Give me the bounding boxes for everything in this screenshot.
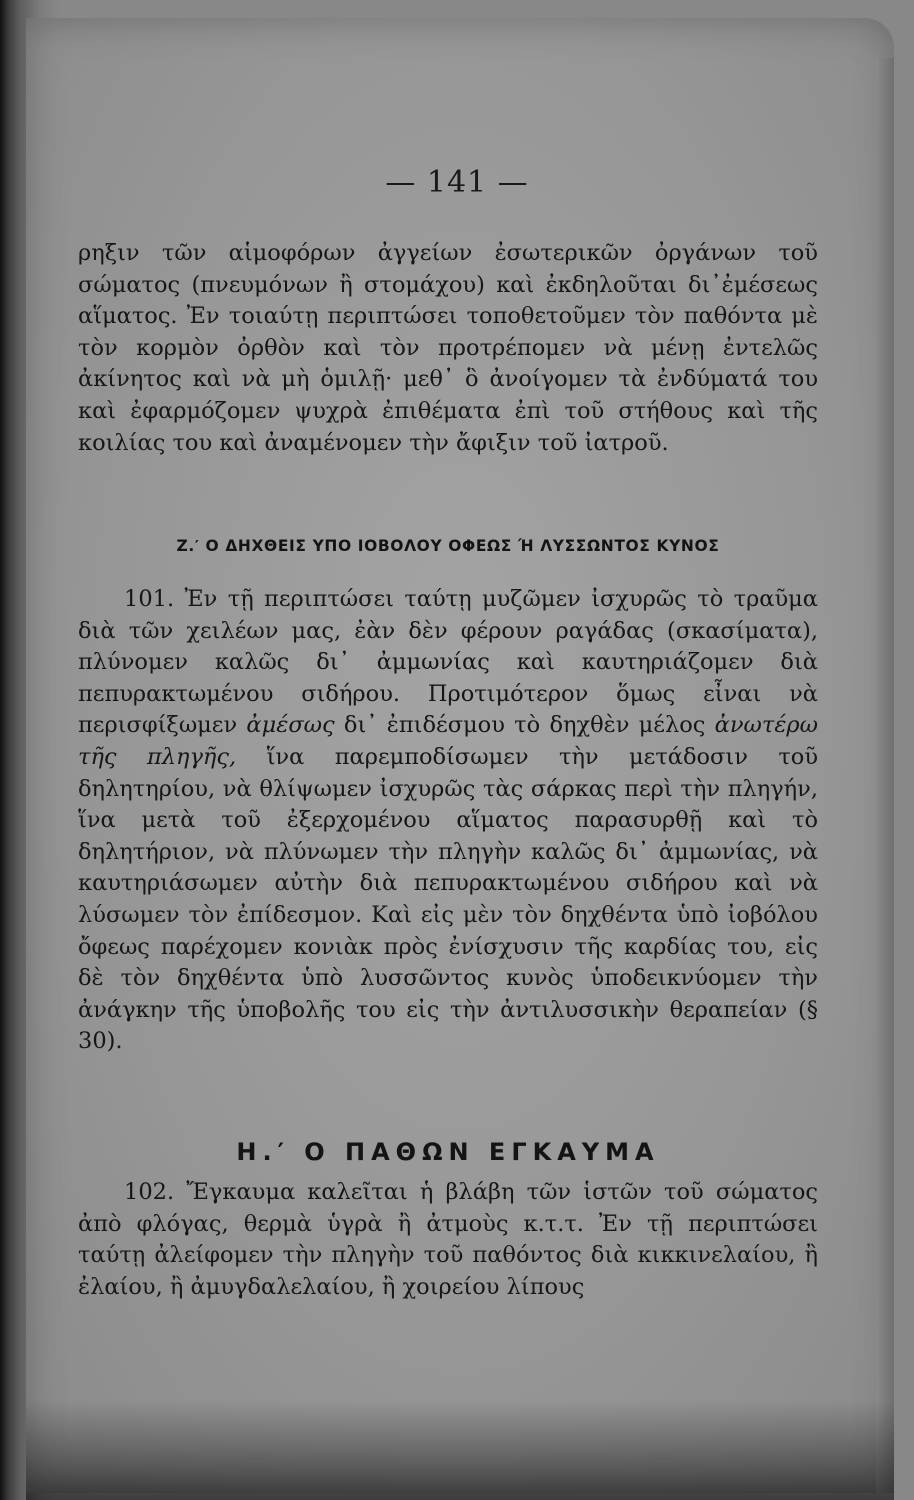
paragraph-102: 102. Ἔγκαυμα καλεῖται ἡ βλάβη τῶν ἱστῶν τοῦ σώματος ἀπὸ φλόγας, θερμὰ ὑγρὰ ἢ ἀτμοὺς κ.τ.τ. Ἐν τῇ περιπτώσει ταύτῃ ἀλείφομεν τὴν πληγὴν τοῦ παθόντος διὰ κικκινελαίου, ἢ ἐλαίου, ἢ ἀμυγδαλελαίου, ἢ χοιρείου λίπους	[78, 1179, 818, 1300]
page-edge	[876, 58, 894, 1493]
paragraph-continued: ρηξιν τῶν αἱμοφόρων ἀγγείων ἐσωτερικῶν ὀργάνων τοῦ σώματος (πνευμόνων ἢ στομάχου) καὶ ἐκδηλοῦται δι᾽ἐμέσεως αἵματος. Ἐν τοιαύτῃ περιπτώσει τοποθετοῦμεν τὸν παθόντα μὲ τὸν κορμὸν ὀρθὸν καὶ τὸν προτρέπομεν νὰ μένῃ ἐντελῶς ἀκίνητος καὶ νὰ μὴ ὁμιλῇ· μεθ᾽ ὃ ἀνοίγομεν τὰ ἐνδύματά του καὶ ἐφαρμόζομεν ψυχρὰ ἐπιθέματα ἐπὶ τοῦ στήθους καὶ τῆς κοιλίας του καὶ ἀναμένομεν τὴν ἄφιξιν τοῦ ἰατροῦ.	[78, 240, 818, 456]
paragraph-101-part1: 101. Ἐν τῇ περιπτώσει ταύτῃ μυζῶμεν ἰσχυρῶς τὸ τραῦμα διὰ τῶν χειλέων μας, ἐὰν δὲν φέρουν ραγάδας (σκασίματα), πλύνομεν καλῶς δι᾽ ἀμμωνίας καὶ καυτηριάζομεν διὰ πεπυρακτωμένου σιδήρου. Προτιμότερον ὅμως εἶναι νὰ περισφίξωμεν	[78, 586, 818, 739]
emphasis-anotero: ἀνωτέρω τῆς πληγῆς,	[78, 712, 818, 770]
paragraph-101	[78, 584, 818, 1058]
paragraph-101-part2: δι᾽ ἐπιδέσμου τὸ δηχθὲν μέλος	[343, 712, 706, 739]
section-h-heading: Η.′ Ο ΠΑΘΩΝ ΕΓΚΑΥΜΑ	[236, 1138, 660, 1166]
section-z-heading: Ζ.′ Ο ΔΗΧΘΕΙΣ ΥΠΟ ΙΟΒΟΛΟΥ ΟΦΕΩΣ Ή ΛΥΣΣΩΝΤΟΣ ΚΥΝΟΣ	[176, 537, 720, 555]
emphasis-amesos: ἀμέσως	[246, 712, 335, 739]
page-number: — 141 —	[385, 165, 529, 200]
bottom-shadow	[26, 1400, 894, 1500]
paragraph-101-part3: ἵνα παρεμποδίσωμεν τὴν μετάδοσιν τοῦ δηλητηρίου, νὰ θλίψωμεν ἰσχυρῶς τὰς σάρκας περὶ τὴν πληγήν, ἵνα μετὰ τοῦ ἐξερχομένου αἵματος παρασυρθῇ καὶ τὸ δηλητήριον, νὰ πλύνωμεν τὴν πληγὴν καλῶς δι᾽ ἀμμωνίας, νὰ καυτηριάσωμεν αὐτὴν διὰ πεπυρακτωμένου σιδήρου καὶ νὰ λύσωμεν τὸν ἐπίδεσμον. Καὶ εἰς μὲν τὸν δηχθέντα ὑπὸ ἰοβόλου ὄφεως παρέχομεν κονιὰκ πρὸς ἐνίσχυσιν τῆς καρδίας του, εἰς δὲ τὸν δηχθέντα ὑπὸ λυσσῶντος κυνὸς ὑποδεικνύομεν τὴν ἀνάγκην τῆς ὑποβολῆς του εἰς τὴν ἀντιλυσσικὴν θεραπείαν (§ 30).	[78, 743, 819, 1055]
